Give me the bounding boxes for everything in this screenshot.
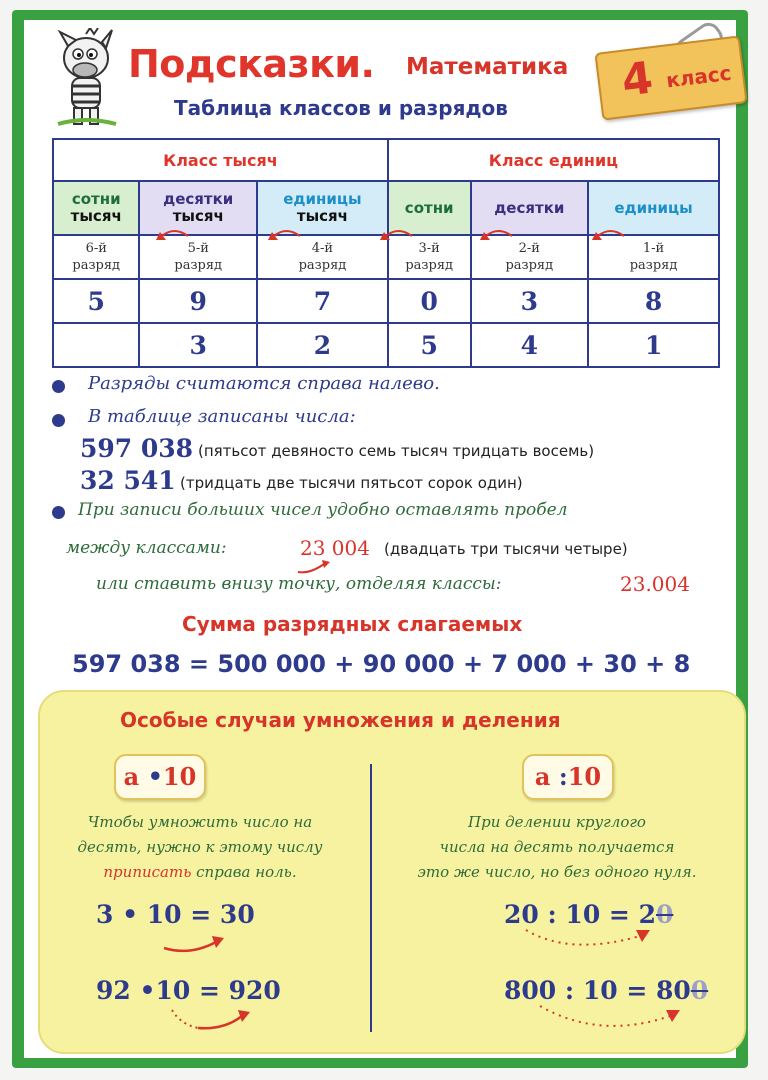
special-cases-title: Особые случаи умножения и деления [120, 708, 561, 732]
number-597038-words: (пятьсот девяносто семь тысяч тридцать восемь) [198, 442, 595, 460]
sum-title: Сумма разрядных слагаемых [182, 612, 523, 636]
rank-number-cell: 6-й разряд [53, 235, 139, 279]
curved-arrow-icon [486, 231, 512, 236]
digit-cell: 7 [257, 279, 388, 323]
number-32541-words: (тридцать две тысячи пятьсот сорок один) [180, 474, 523, 492]
rule-spacing-line1: При записи больших чисел удобно оставлять пробел [78, 500, 568, 520]
rule-rank-order: Разряды считаются справа налево. [88, 373, 440, 394]
digit-cell: 5 [53, 279, 139, 323]
divide-example-1: 20 : 10 = 20 [504, 900, 674, 929]
table-subtitle: Таблица классов и разрядов [174, 96, 508, 120]
grade-number: 4 [618, 52, 656, 107]
rank-header: сотни тысяч [53, 181, 139, 235]
digit-cell: 4 [471, 323, 589, 367]
rank-number-cell: 5-й разряд [139, 235, 257, 279]
rank-number-cell: 1-й разряд [588, 235, 719, 279]
panel-divider [370, 764, 372, 1032]
rank-header: десятки [471, 181, 589, 235]
rule-numbers-intro: В таблице записаны числа: [88, 406, 356, 427]
rank-number-cell: 2-й разряд [471, 235, 589, 279]
divide-example-2: 800 : 10 = 800 [504, 976, 709, 1005]
rule-spacing-line2: между классами: [66, 538, 227, 558]
digit-cell: 1 [588, 323, 719, 367]
number-597038: 597 038 [80, 434, 194, 463]
bullet-icon [52, 414, 65, 427]
rank-header: десятки тысяч [139, 181, 257, 235]
rank-header: единицы тысяч [257, 181, 388, 235]
curved-arrow-icon [160, 930, 230, 956]
digit-cell: 3 [471, 279, 589, 323]
rule-spacing-line3: или ставить внизу точку, отделяя классы: [96, 574, 502, 594]
example-space-words: (двадцать три тысячи четыре) [384, 540, 628, 558]
digit-cell: 2 [257, 323, 388, 367]
rank-number-cell: 3-й разряд [388, 235, 471, 279]
rank-number-cell: 4-й разряд [257, 235, 388, 279]
bullet-icon [52, 506, 65, 519]
class-units-header: Класс единиц [388, 139, 719, 181]
curved-arrow-icon [162, 231, 188, 236]
rank-header: сотни [388, 181, 471, 235]
multiply-example-1: 3 • 10 = 30 [96, 900, 255, 929]
dotted-arrow-icon [520, 922, 660, 952]
class-thousands-header: Класс тысяч [53, 139, 388, 181]
poster-title: Подсказки. [128, 42, 375, 86]
curved-arrow-icon [386, 231, 412, 236]
example-dot: 23.004 [620, 572, 690, 596]
rank-arrows [52, 222, 720, 252]
digit-cell: 8 [588, 279, 719, 323]
grade-label: класс [664, 60, 733, 93]
number-32541: 32 541 [80, 466, 176, 495]
digit-cell: 9 [139, 279, 257, 323]
multiply-example-2: 92 •10 = 920 [96, 976, 281, 1005]
digit-cell: 3 [139, 323, 257, 367]
rank-header: единицы [588, 181, 719, 235]
multiply-rule: Чтобы умножить число на десять, нужно к этому числу приписать справа ноль. [77, 813, 323, 881]
subject-label: Математика [406, 54, 569, 80]
digit-cell [53, 323, 139, 367]
zebra-mascot-icon [56, 28, 118, 128]
multiply-badge: а •10 [114, 754, 206, 800]
curved-arrow-icon [294, 556, 334, 576]
example-space: 23 004 [300, 536, 370, 560]
sum-equation: 597 038 = 500 000 + 90 000 + 7 000 + 30 + 8 [72, 650, 691, 678]
divide-badge: а :10 [522, 754, 614, 800]
place-value-table [52, 138, 720, 368]
digit-cell: 0 [388, 279, 471, 323]
curved-arrow-icon [274, 231, 300, 236]
curved-arrow-icon [168, 1004, 258, 1034]
divide-rule: При делении круглого числа на десять получается это же число, но без одного нуля. [417, 813, 697, 881]
digit-cell: 5 [388, 323, 471, 367]
bullet-icon [52, 380, 65, 393]
curved-arrow-icon [598, 231, 624, 236]
dotted-arrow-icon [520, 998, 700, 1034]
